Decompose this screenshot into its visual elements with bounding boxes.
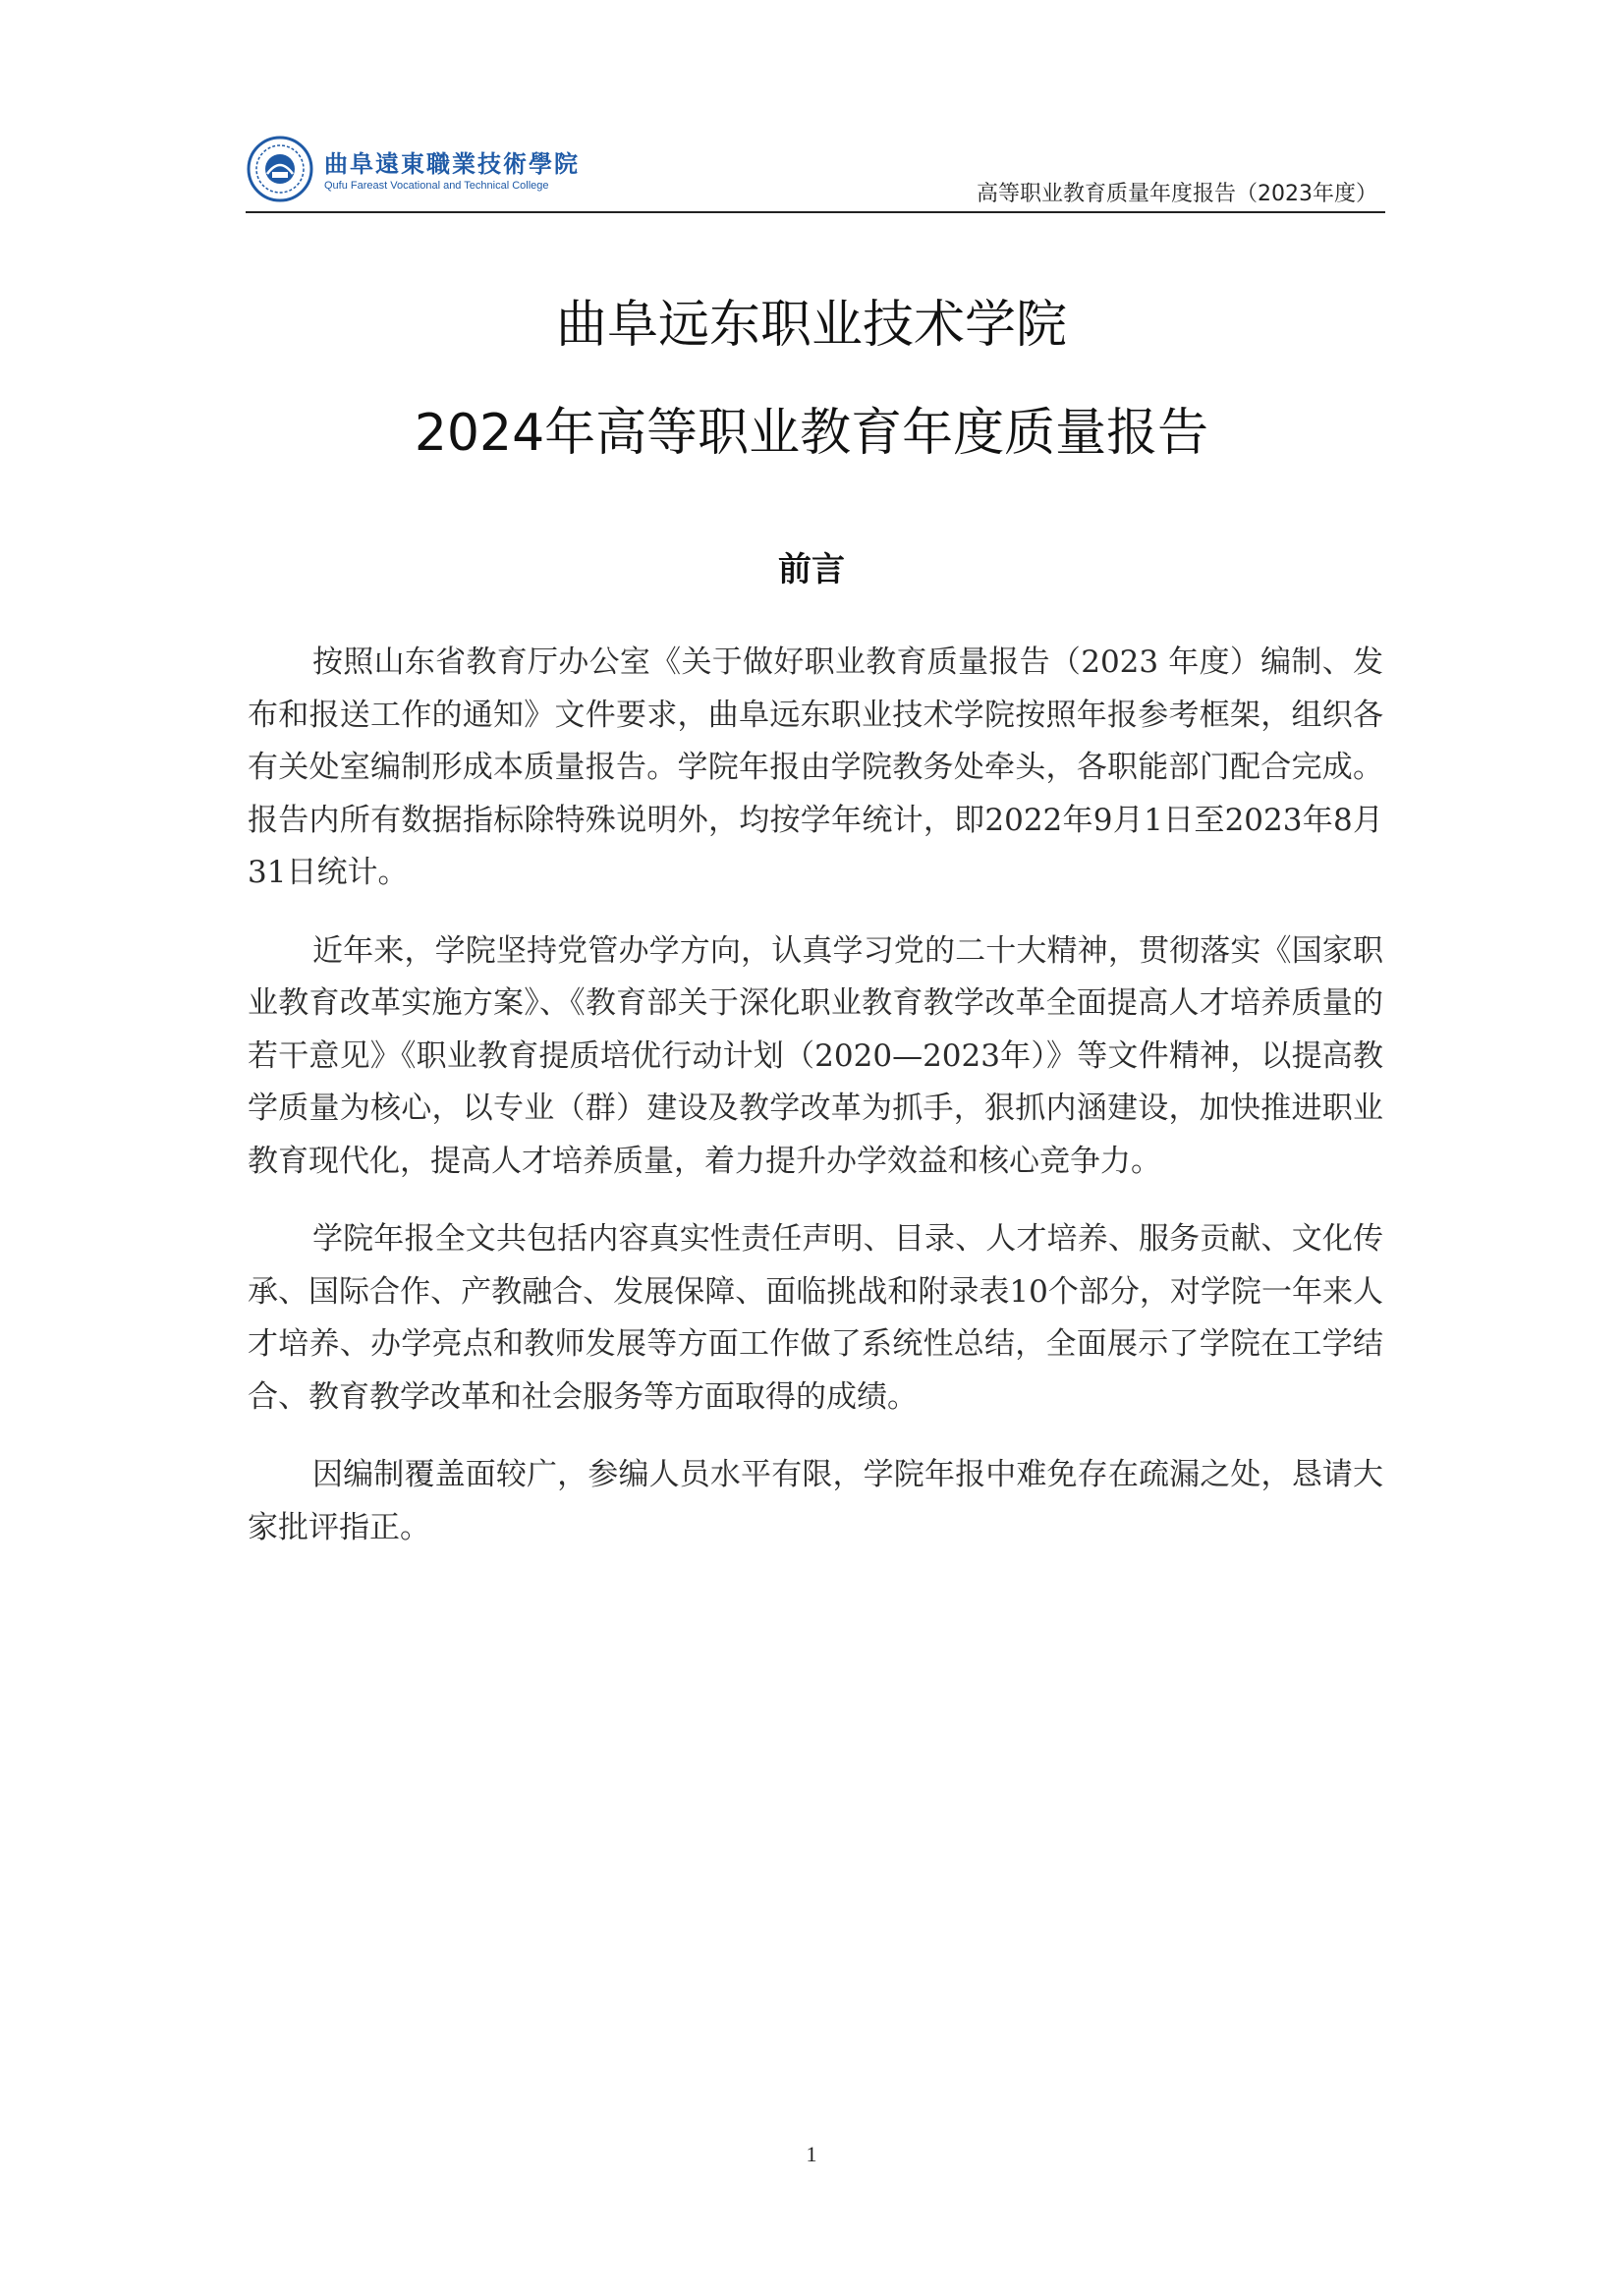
running-header-title: 高等职业教育质量年度报告（2023年度） (977, 182, 1377, 206)
document-title-line1: 曲阜远东职业技术学院 (555, 296, 1067, 355)
document-title-line2: 2024年高等职业教育年度质量报告 (414, 404, 1209, 463)
paragraph: 学院年报全文共包括内容真实性责任声明、目录、人才培养、服务贡献、文化传承、国际合作、产教融合、发展保障、面临挑战和附录表10个部分，对学院一年来人才培养、办学亮点和教师发展等方面工作做了系统性总结，全面展示了学院在工学结合、教育教学改革和社会服务等方面取得的成绩。 (248, 1221, 1383, 1415)
page-header (246, 123, 1385, 213)
preface-body (248, 637, 1383, 1580)
paragraph: 因编制覆盖面较广，参编人员水平有限，学院年报中难免存在疏漏之处，恳请大家批评指正。 (248, 1457, 1383, 1545)
paragraph: 按照山东省教育厅办公室《关于做好职业教育质量报告（2023 年度）编制、发布和报送工作的通知》文件要求，曲阜远东职业技术学院按照年报参考框架，组织各有关处室编制形成本质量报告。学院年报由学院教务处牵头，各职能部门配合完成。报告内所有数据指标除特殊说明外，均按学年统计，即2022年9月1日至2023年8月31日统计。 (248, 644, 1383, 890)
section-heading-preface: 前言 (778, 550, 845, 589)
page-number: 1 (806, 2142, 817, 2166)
logo-chinese-name: 曲阜遠東職業技術學院 (324, 149, 580, 178)
paragraph: 近年来，学院坚持党管办学方向，认真学习党的二十大精神，贯彻落实《国家职业教育改革实施方案》、《教育部关于深化职业教育教学改革全面提高人才培养质量的若干意见》《职业教育提质培优行动计划（2020—2023年）》等文件精神，以提高教学质量为核心，以专业（群）建设及教学改革为抓手，狠抓内涵建设，加快推进职业教育现代化，提高人才培养质量，着力提升办学效益和核心竞争力。 (248, 932, 1383, 1179)
logo-english-name: Qufu Fareast Vocational and Technical College (324, 180, 549, 192)
college-logo (246, 135, 599, 205)
college-emblem-icon (246, 135, 314, 203)
